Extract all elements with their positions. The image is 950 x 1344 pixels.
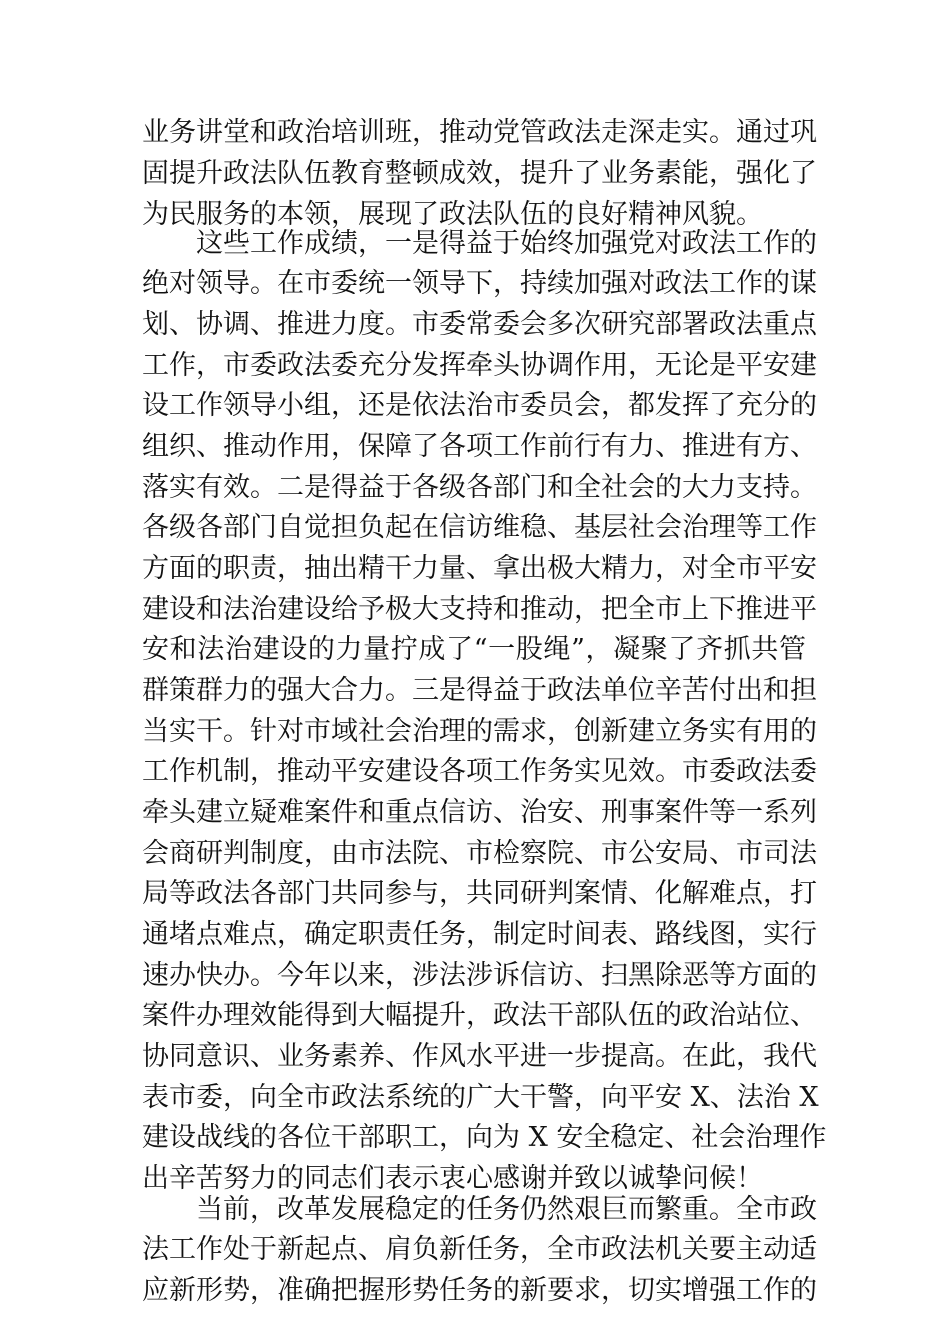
text-line: 各级各部门自觉担负起在信访维稳、基层社会治理等工作 bbox=[142, 512, 817, 543]
text-line: 应新形势，准确把握形势任务的新要求，切实增强工作的 bbox=[142, 1275, 817, 1306]
text-line: 协同意识、业务素养、作风水平进一步提高。在此，我代 bbox=[142, 1041, 817, 1072]
paragraph-first-line: 当前，改革发展稳定的任务仍然艰巨而繁重。全市政 bbox=[196, 1194, 817, 1225]
text-line: 出辛苦努力的同志们表示衷心感谢并致以诚挚问候！ bbox=[142, 1163, 763, 1194]
text-line: 落实有效。二是得益于各级各部门和全社会的大力支持。 bbox=[142, 472, 817, 503]
text-line: 固提升政法队伍教育整顿成效，提升了业务素能，强化了 bbox=[142, 158, 817, 189]
text-line: 群策群力的强大合力。三是得益于政法单位辛苦付出和担 bbox=[142, 675, 817, 706]
text-line: 组织、推动作用，保障了各项工作前行有力、推进有方、 bbox=[142, 431, 817, 462]
text-line: 建设战线的各位干部职工，向为 X 安全稳定、社会治理作 bbox=[142, 1122, 827, 1153]
text-line: 建设和法治建设给予极大支持和推动，把全市上下推进平 bbox=[142, 594, 817, 625]
text-line: 会商研判制度，由市法院、市检察院、市公安局、市司法 bbox=[142, 838, 817, 869]
text-line: 表市委，向全市政法系统的广大干警，向平安 X、法治 X bbox=[142, 1082, 819, 1113]
text-line: 设工作领导小组，还是依法治市委员会，都发挥了充分的 bbox=[142, 390, 817, 421]
text-line: 通堵点难点，确定职责任务，制定时间表、路线图，实行 bbox=[142, 919, 817, 950]
text-line: 安和法治建设的力量拧成了“一股绳”，凝聚了齐抓共管 bbox=[142, 634, 806, 665]
text-line: 业务讲堂和政治培训班，推动党管政法走深走实。通过巩 bbox=[142, 117, 817, 148]
text-line: 牵头建立疑难案件和重点信访、治安、刑事案件等一系列 bbox=[142, 797, 817, 828]
text-line: 当实干。针对市域社会治理的需求，创新建立务实有用的 bbox=[142, 716, 817, 747]
text-line: 案件办理效能得到大幅提升，政法干部队伍的政治站位、 bbox=[142, 1000, 817, 1031]
text-line: 划、协调、推进力度。市委常委会多次研究部署政法重点 bbox=[142, 309, 817, 340]
text-line: 绝对领导。在市委统一领导下，持续加强对政法工作的谋 bbox=[142, 268, 817, 299]
text-line: 速办快办。今年以来，涉法涉诉信访、扫黑除恶等方面的 bbox=[142, 960, 817, 991]
text-line: 为民服务的本领，展现了政法队伍的良好精神风貌。 bbox=[142, 199, 763, 230]
paragraph-first-line: 这些工作成绩，一是得益于始终加强党对政法工作的 bbox=[196, 228, 817, 259]
text-line: 方面的职责，抽出精干力量、拿出极大精力，对全市平安 bbox=[142, 553, 817, 584]
text-line: 工作机制，推动平安建设各项工作务实见效。市委政法委 bbox=[142, 756, 817, 787]
text-line: 局等政法各部门共同参与，共同研判案情、化解难点，打 bbox=[142, 878, 817, 909]
text-line: 法工作处于新起点、肩负新任务，全市政法机关要主动适 bbox=[142, 1234, 817, 1265]
text-line: 工作，市委政法委充分发挥牵头协调作用，无论是平安建 bbox=[142, 350, 817, 381]
